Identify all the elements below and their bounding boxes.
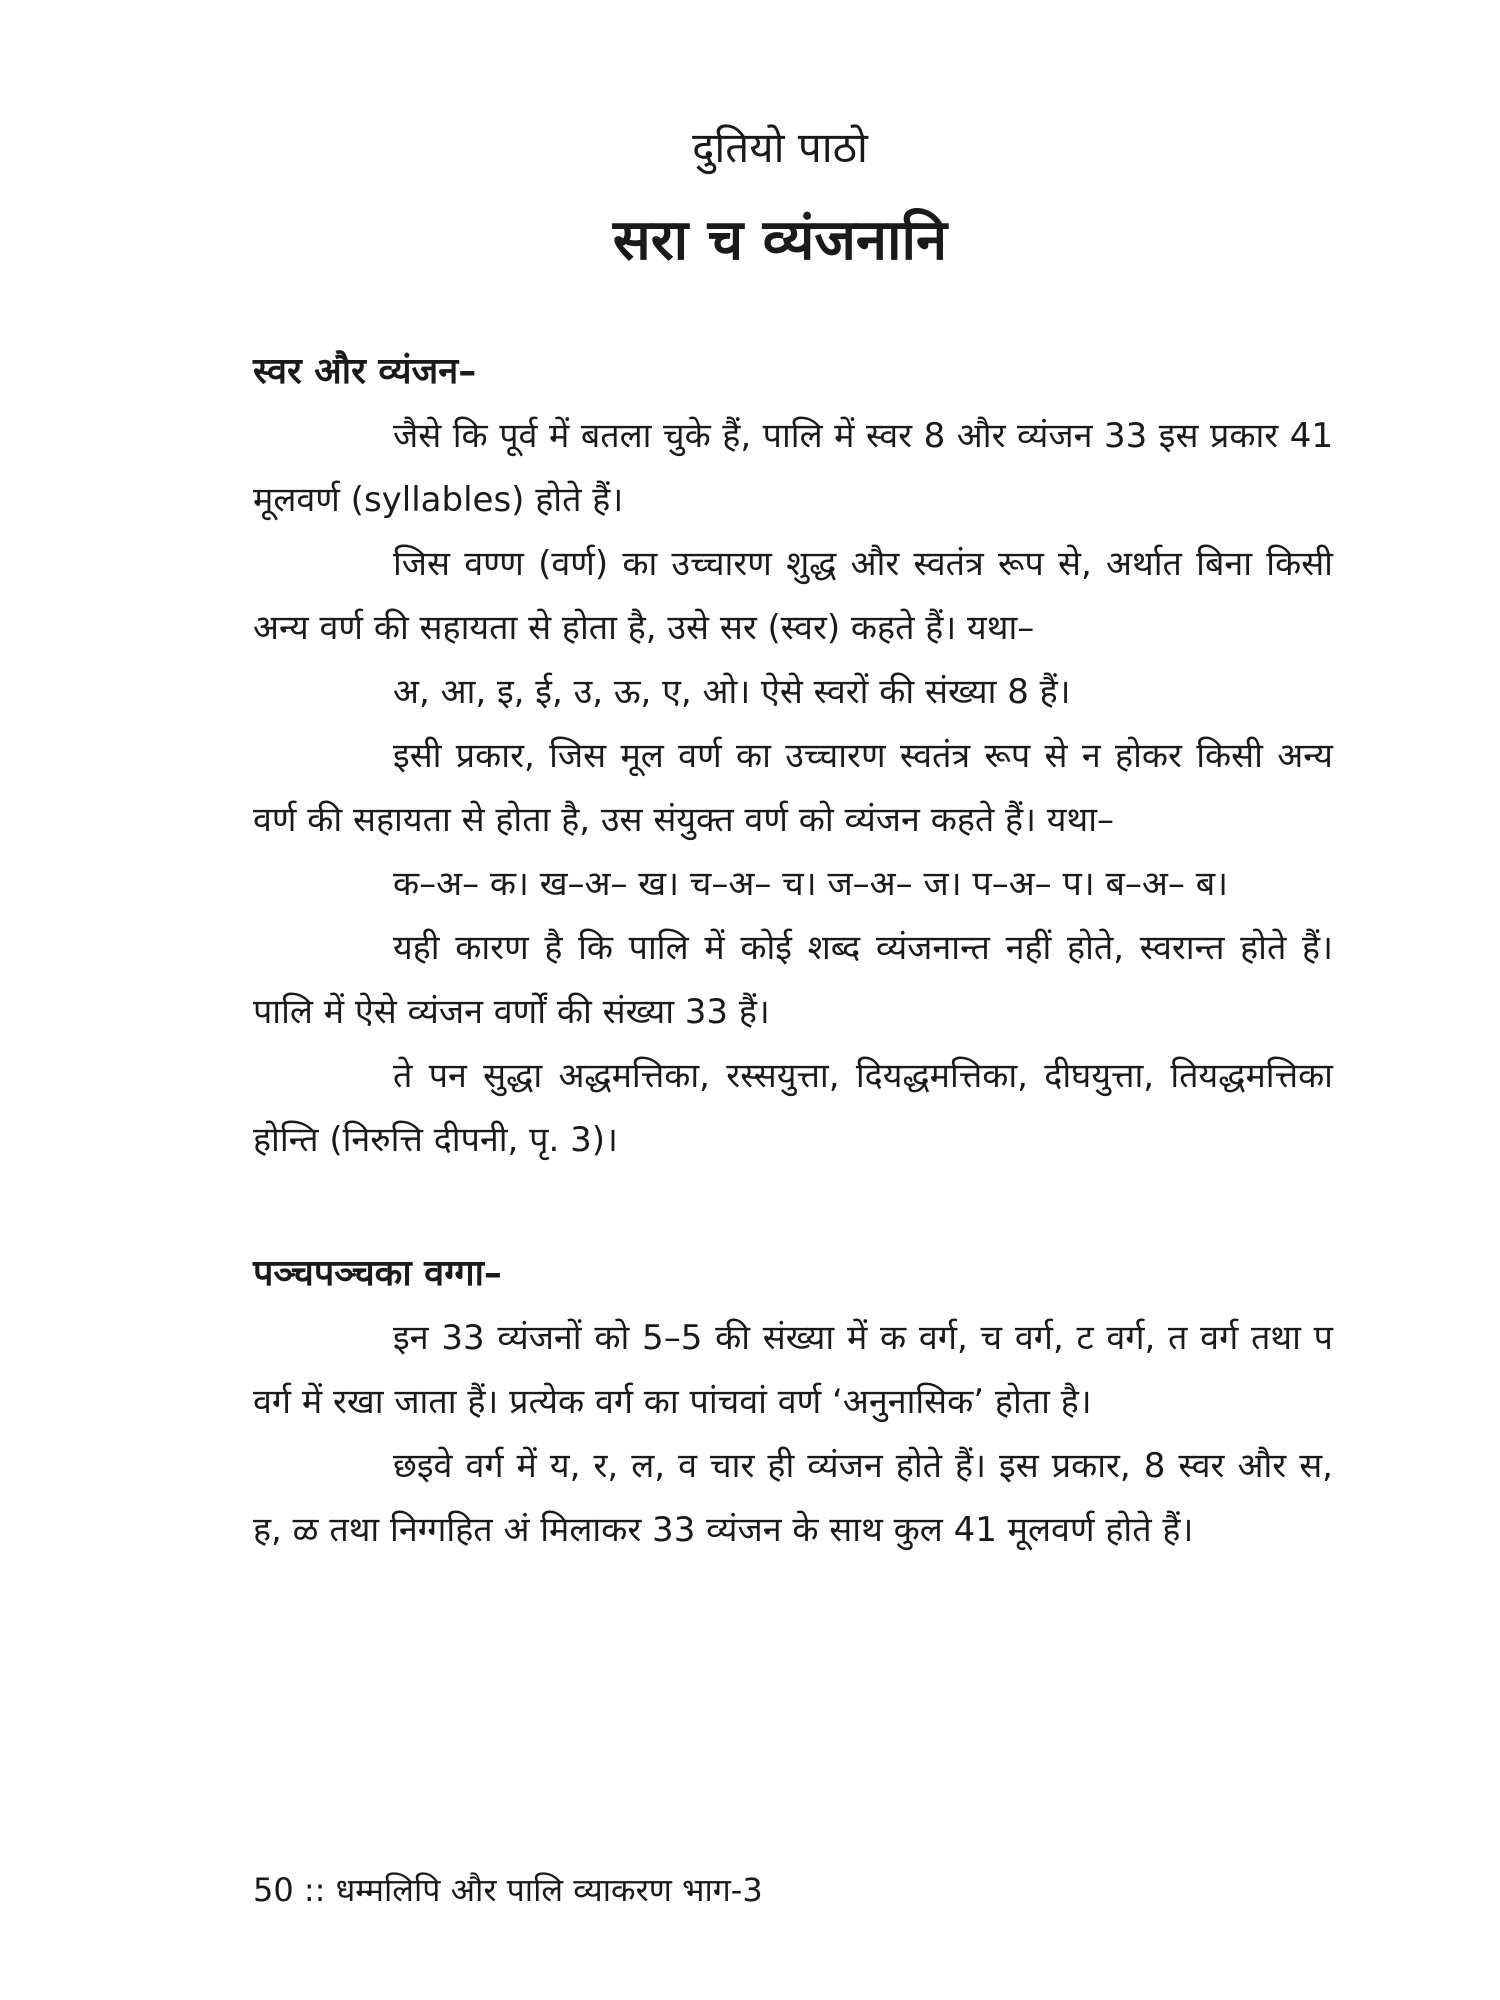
paragraph: छइवे वर्ग में य, र, ल, व चार ही व्यंजन होते हैं। इस प्रकार, 8 स्वर और स, ह, ळ तथा निग्गहित अं मिलाकर 33 व्यंजन के साथ कुल 41 मूलवर्ण होते हैं। xyxy=(253,1446,1333,1550)
paragraph: अ, आ, इ, ई, उ, ऊ, ए, ओ। ऐसे स्वरों की संख्या 8 हैं। xyxy=(393,672,1071,712)
section-spacer xyxy=(253,1172,1333,1242)
paragraph: जैसे कि पूर्व में बतला चुके हैं, पालि में स्वर 8 और व्यंजन 33 इस प्रकार 41 मूलवर्ण (syllables) होते हैं। xyxy=(253,416,1333,520)
paragraph: ते पन सुद्धा अद्धमत्तिका, रस्सयुत्ता, दियद्धमत्तिका, दीघयुत्ता, तियद्धमत्तिका होन्ति (निरुत्ति दीपनी, पृ. 3)। xyxy=(253,1056,1333,1160)
lesson-number: दुतियो पाठो xyxy=(692,123,868,172)
paragraph: क–अ– क। ख–अ– ख। च–अ– च। ज–अ– ज। प–अ– प। ब–अ– ब। xyxy=(393,864,1228,904)
paragraph: इन 33 व्यंजनों को 5–5 की संख्या में क वर्ग, च वर्ग, ट वर्ग, त वर्ग तथा प वर्ग में रखा जाता हैं। प्रत्येक वर्ग का पांचवां वर्ण ‘अनुनासिक’ होता है। xyxy=(253,1318,1333,1422)
paragraph: जिस वण्ण (वर्ण) का उच्चारण शुद्ध और स्वतंत्र रूप से, अर्थात बिना किसी अन्य वर्ण की सहायता से होता है, उसे सर (स्वर) कहते हैं। यथा– xyxy=(253,544,1333,648)
page-footer: 50 :: धम्मलिपि और पालि व्याकरण भाग-3 xyxy=(253,1871,763,1909)
section-heading-five-groups: पञ्चपञ्चका वग्गा– xyxy=(253,1253,502,1294)
paragraph: इसी प्रकार, जिस मूल वर्ण का उच्चारण स्वतंत्र रूप से न होकर किसी अन्य वर्ण की सहायता से होता है, उस संयुक्त वर्ण को व्यंजन कहते हैं। यथा– xyxy=(253,736,1333,840)
paragraph: यही कारण है कि पालि में कोई शब्द व्यंजनान्त नहीं होते, स्वरान्त होते हैं। पालि में ऐसे व्यंजन वर्णों की संख्या 33 हैं। xyxy=(253,928,1333,1032)
section-heading-vowels-consonants: स्वर और व्यंजन– xyxy=(253,351,477,392)
page-body xyxy=(253,340,1333,1562)
lesson-title: सरा च व्यंजनानि xyxy=(612,208,948,273)
